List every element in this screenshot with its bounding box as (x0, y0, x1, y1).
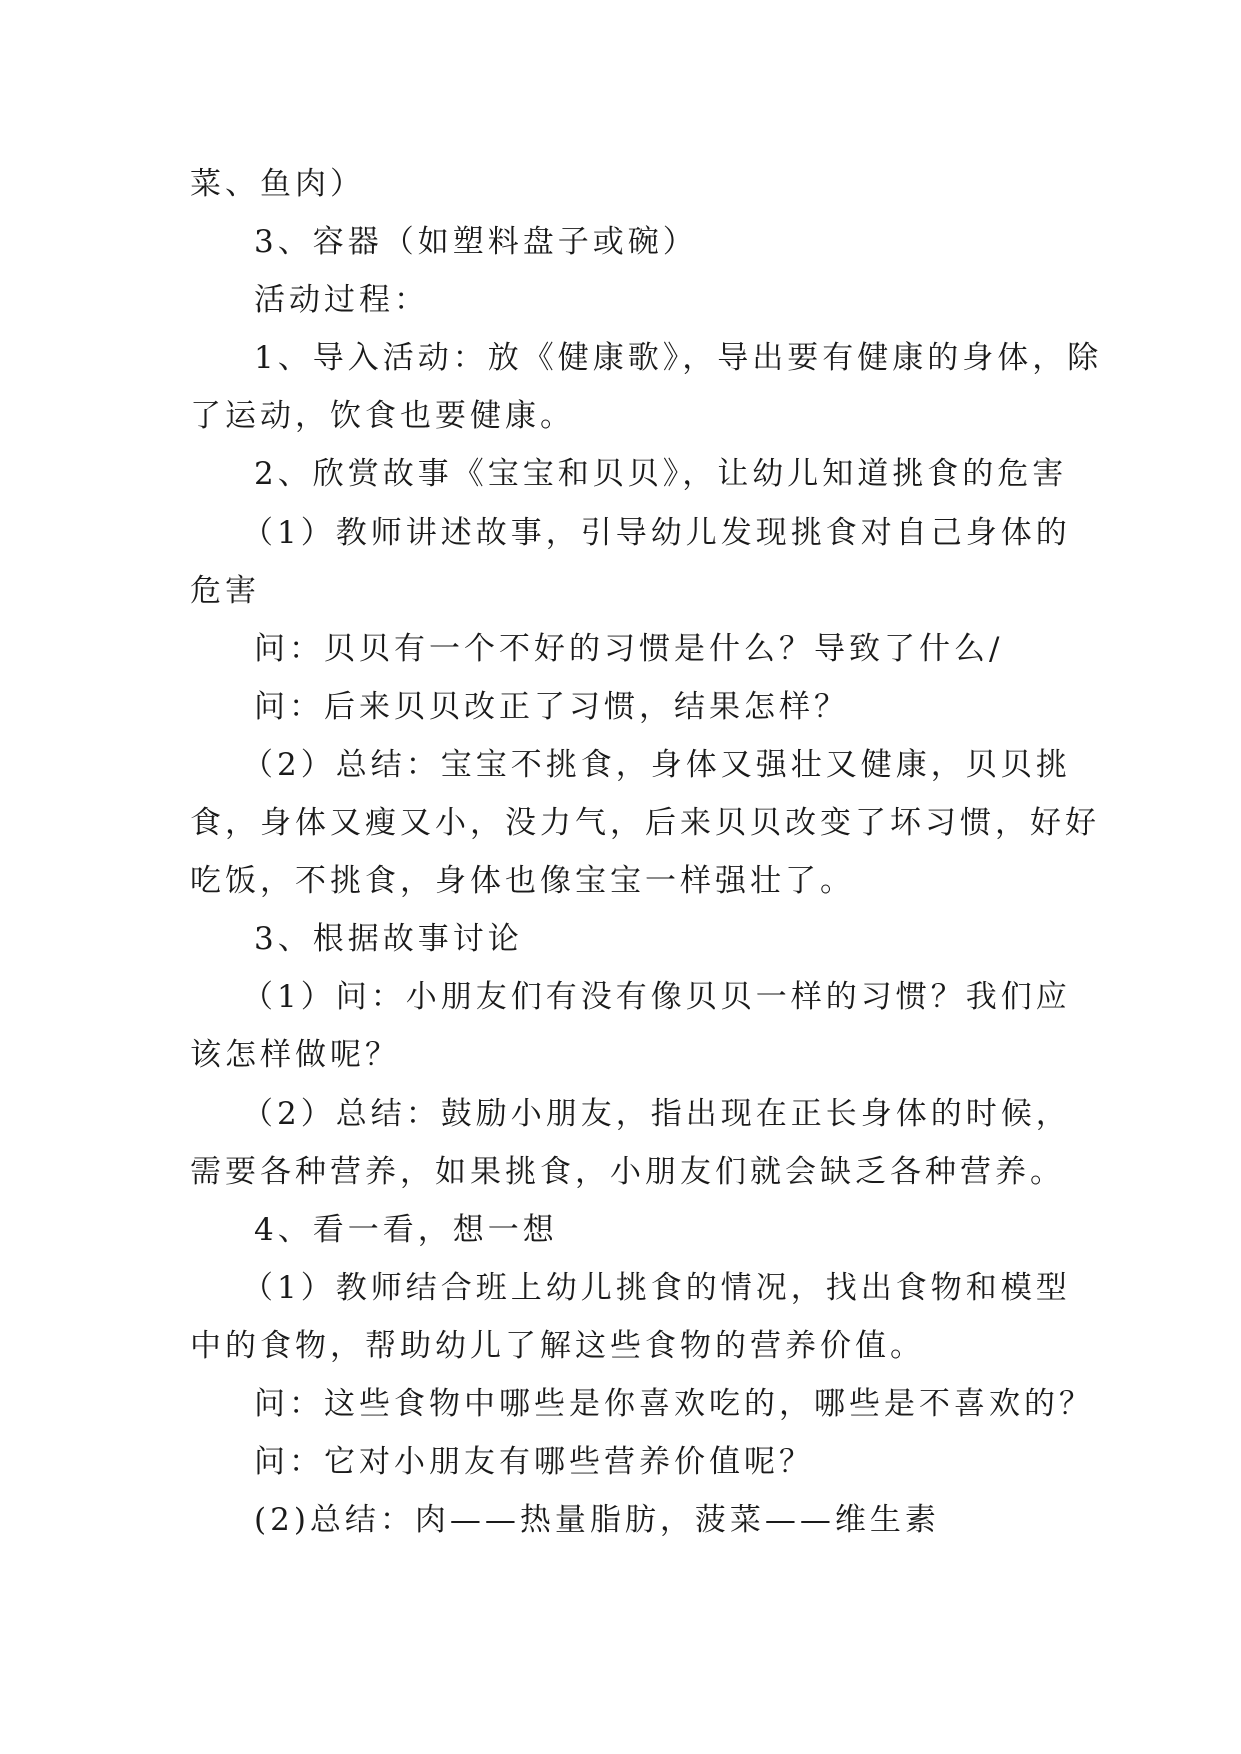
text-line: 2、欣赏故事《宝宝和贝贝》，让幼儿知道挑食的危害 (254, 456, 1068, 493)
text-line: 需要各种营养，如果挑食，小朋友们就会缺乏各种营养。 (190, 1153, 1065, 1190)
text-line: 1、导入活动：放《健康歌》，导出要有健康的身体，除 (254, 340, 1103, 377)
text-line: 危害 (190, 572, 260, 609)
text-line: 吃饭，不挑食，身体也像宝宝一样强壮了。 (190, 863, 855, 900)
text-line: 该怎样做呢？ (190, 1037, 400, 1074)
text-line: （2）总结：鼓励小朋友，指出现在正长身体的时候， (242, 1095, 1071, 1132)
text-line: 3、容器（如塑料盘子或碗） (254, 224, 698, 261)
text-line: 3、根据故事讨论 (254, 921, 523, 958)
text-line: 了运动，饮食也要健康。 (190, 398, 575, 435)
text-line: 中的食物，帮助幼儿了解这些食物的营养价值。 (190, 1327, 925, 1364)
text-line: 活动过程： (254, 282, 429, 319)
text-line: 问：贝贝有一个不好的习惯是什么？导致了什么/ (254, 630, 1004, 667)
text-line: 4、看一看，想一想 (254, 1211, 558, 1248)
text-line: 食，身体又瘦又小，没力气，后来贝贝改变了坏习惯，好好 (190, 805, 1100, 842)
text-line: 问：这些食物中哪些是你喜欢吃的，哪些是不喜欢的？ (254, 1385, 1094, 1422)
text-line: 问：后来贝贝改正了习惯，结果怎样？ (254, 688, 849, 725)
document-body (190, 155, 1103, 1549)
text-line: (2)总结：肉——热量脂肪，菠菜——维生素 (254, 1502, 940, 1539)
text-line: 菜、鱼肉） (190, 166, 365, 202)
text-line: （1）教师结合班上幼儿挑食的情况，找出食物和模型 (242, 1269, 1071, 1306)
text-line: （2）总结：宝宝不挑食，身体又强壮又健康，贝贝挑 (242, 746, 1071, 783)
text-line: 问：它对小朋友有哪些营养价值呢？ (254, 1444, 814, 1481)
text-line: （1）教师讲述故事，引导幼儿发现挑食对自己身体的 (242, 514, 1071, 551)
text-line: （1）问：小朋友们有没有像贝贝一样的习惯？我们应 (242, 979, 1071, 1016)
